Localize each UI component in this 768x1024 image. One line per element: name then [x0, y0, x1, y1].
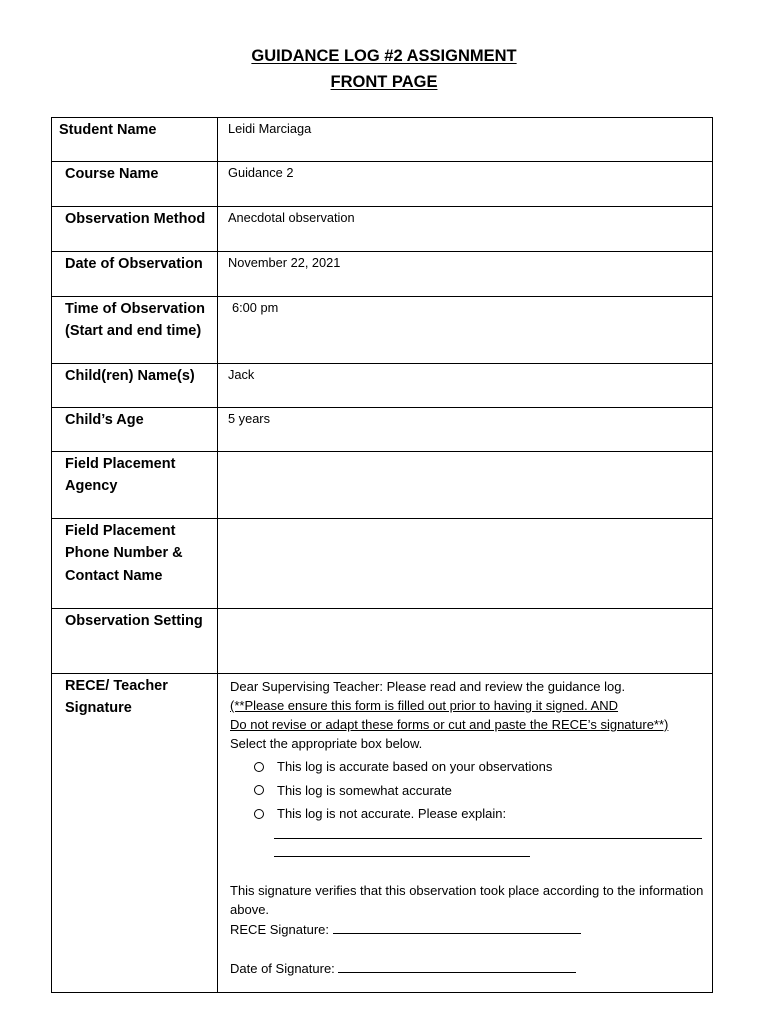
form-note-line-1: (**Please ensure this form is filled out prior to having it signed. AND	[230, 698, 619, 713]
explanation-line-1[interactable]	[274, 826, 702, 839]
course-name-label: Course Name	[52, 162, 218, 207]
document-title: GUIDANCE LOG #2 ASSIGNMENT	[251, 47, 517, 65]
document-subtitle: FRONT PAGE	[330, 73, 438, 91]
option-somewhat-accurate[interactable]	[254, 779, 704, 803]
table-row	[52, 452, 713, 519]
form-note-line-2: Do not revise or adapt these forms or cut and paste the RECE’s signature**)	[230, 717, 669, 732]
table-row	[52, 297, 713, 364]
observation-method-value: Anecdotal observation	[218, 207, 713, 252]
date-of-observation-label: Date of Observation	[52, 252, 218, 297]
option-label: This log is accurate based on your observations	[277, 759, 553, 775]
radio-circle-icon[interactable]	[254, 785, 264, 795]
supervisor-intro: Dear Supervising Teacher: Please read and review the guidance log.	[230, 679, 626, 694]
observation-setting-value[interactable]	[218, 609, 713, 674]
option-label: This log is somewhat accurate	[277, 782, 452, 798]
explanation-line-2[interactable]	[274, 844, 530, 857]
option-not-accurate[interactable]	[254, 802, 704, 826]
children-names-label: Child(ren) Name(s)	[52, 364, 218, 408]
date-signature-line[interactable]	[338, 958, 576, 973]
rece-signature-row	[230, 919, 704, 939]
field-placement-agency-value[interactable]	[218, 452, 713, 519]
observation-form-table	[51, 117, 713, 993]
field-placement-contact-label: Field Placement Phone Number & Contact Name	[52, 519, 218, 609]
rece-signature-label: RECE Signature:	[230, 921, 329, 937]
date-of-observation-value: November 22, 2021	[218, 252, 713, 297]
student-name-label: Student Name	[52, 118, 218, 162]
course-name-value: Guidance 2	[218, 162, 713, 207]
time-of-observation-label: Time of Observation (Start and end time)	[52, 297, 218, 364]
radio-circle-icon[interactable]	[254, 809, 264, 819]
radio-circle-icon[interactable]	[254, 762, 264, 772]
table-row	[52, 162, 713, 207]
observation-setting-label: Observation Setting	[52, 609, 218, 674]
signature-row-label: RECE/ Teacher Signature	[52, 674, 218, 993]
table-row	[52, 408, 713, 452]
children-names-value: Jack	[218, 364, 713, 408]
childs-age-label: Child’s Age	[52, 408, 218, 452]
table-row	[52, 519, 713, 609]
childs-age-value: 5 years	[218, 408, 713, 452]
accuracy-options	[254, 755, 704, 826]
option-label: This log is not accurate. Please explain:	[277, 806, 507, 822]
table-row	[52, 364, 713, 408]
student-name-value: Leidi Marciaga	[218, 118, 713, 162]
date-signature-row	[230, 958, 704, 978]
select-instruction: Select the appropriate box below.	[230, 736, 423, 751]
table-row	[52, 207, 713, 252]
rece-signature-line[interactable]	[333, 919, 581, 934]
table-row	[52, 118, 713, 162]
field-placement-agency-label: Field Placement Agency	[52, 452, 218, 519]
table-row	[52, 609, 713, 674]
verification-text: This signature verifies that this observation took place according to the information above.	[230, 882, 704, 917]
table-row	[52, 252, 713, 297]
option-accurate[interactable]	[254, 755, 704, 779]
table-row	[52, 674, 713, 993]
observation-method-label: Observation Method	[52, 207, 218, 252]
date-signature-label: Date of Signature:	[230, 960, 335, 976]
field-placement-contact-value[interactable]	[218, 519, 713, 609]
signature-section	[218, 674, 713, 993]
time-of-observation-value: 6:00 pm	[218, 297, 713, 364]
